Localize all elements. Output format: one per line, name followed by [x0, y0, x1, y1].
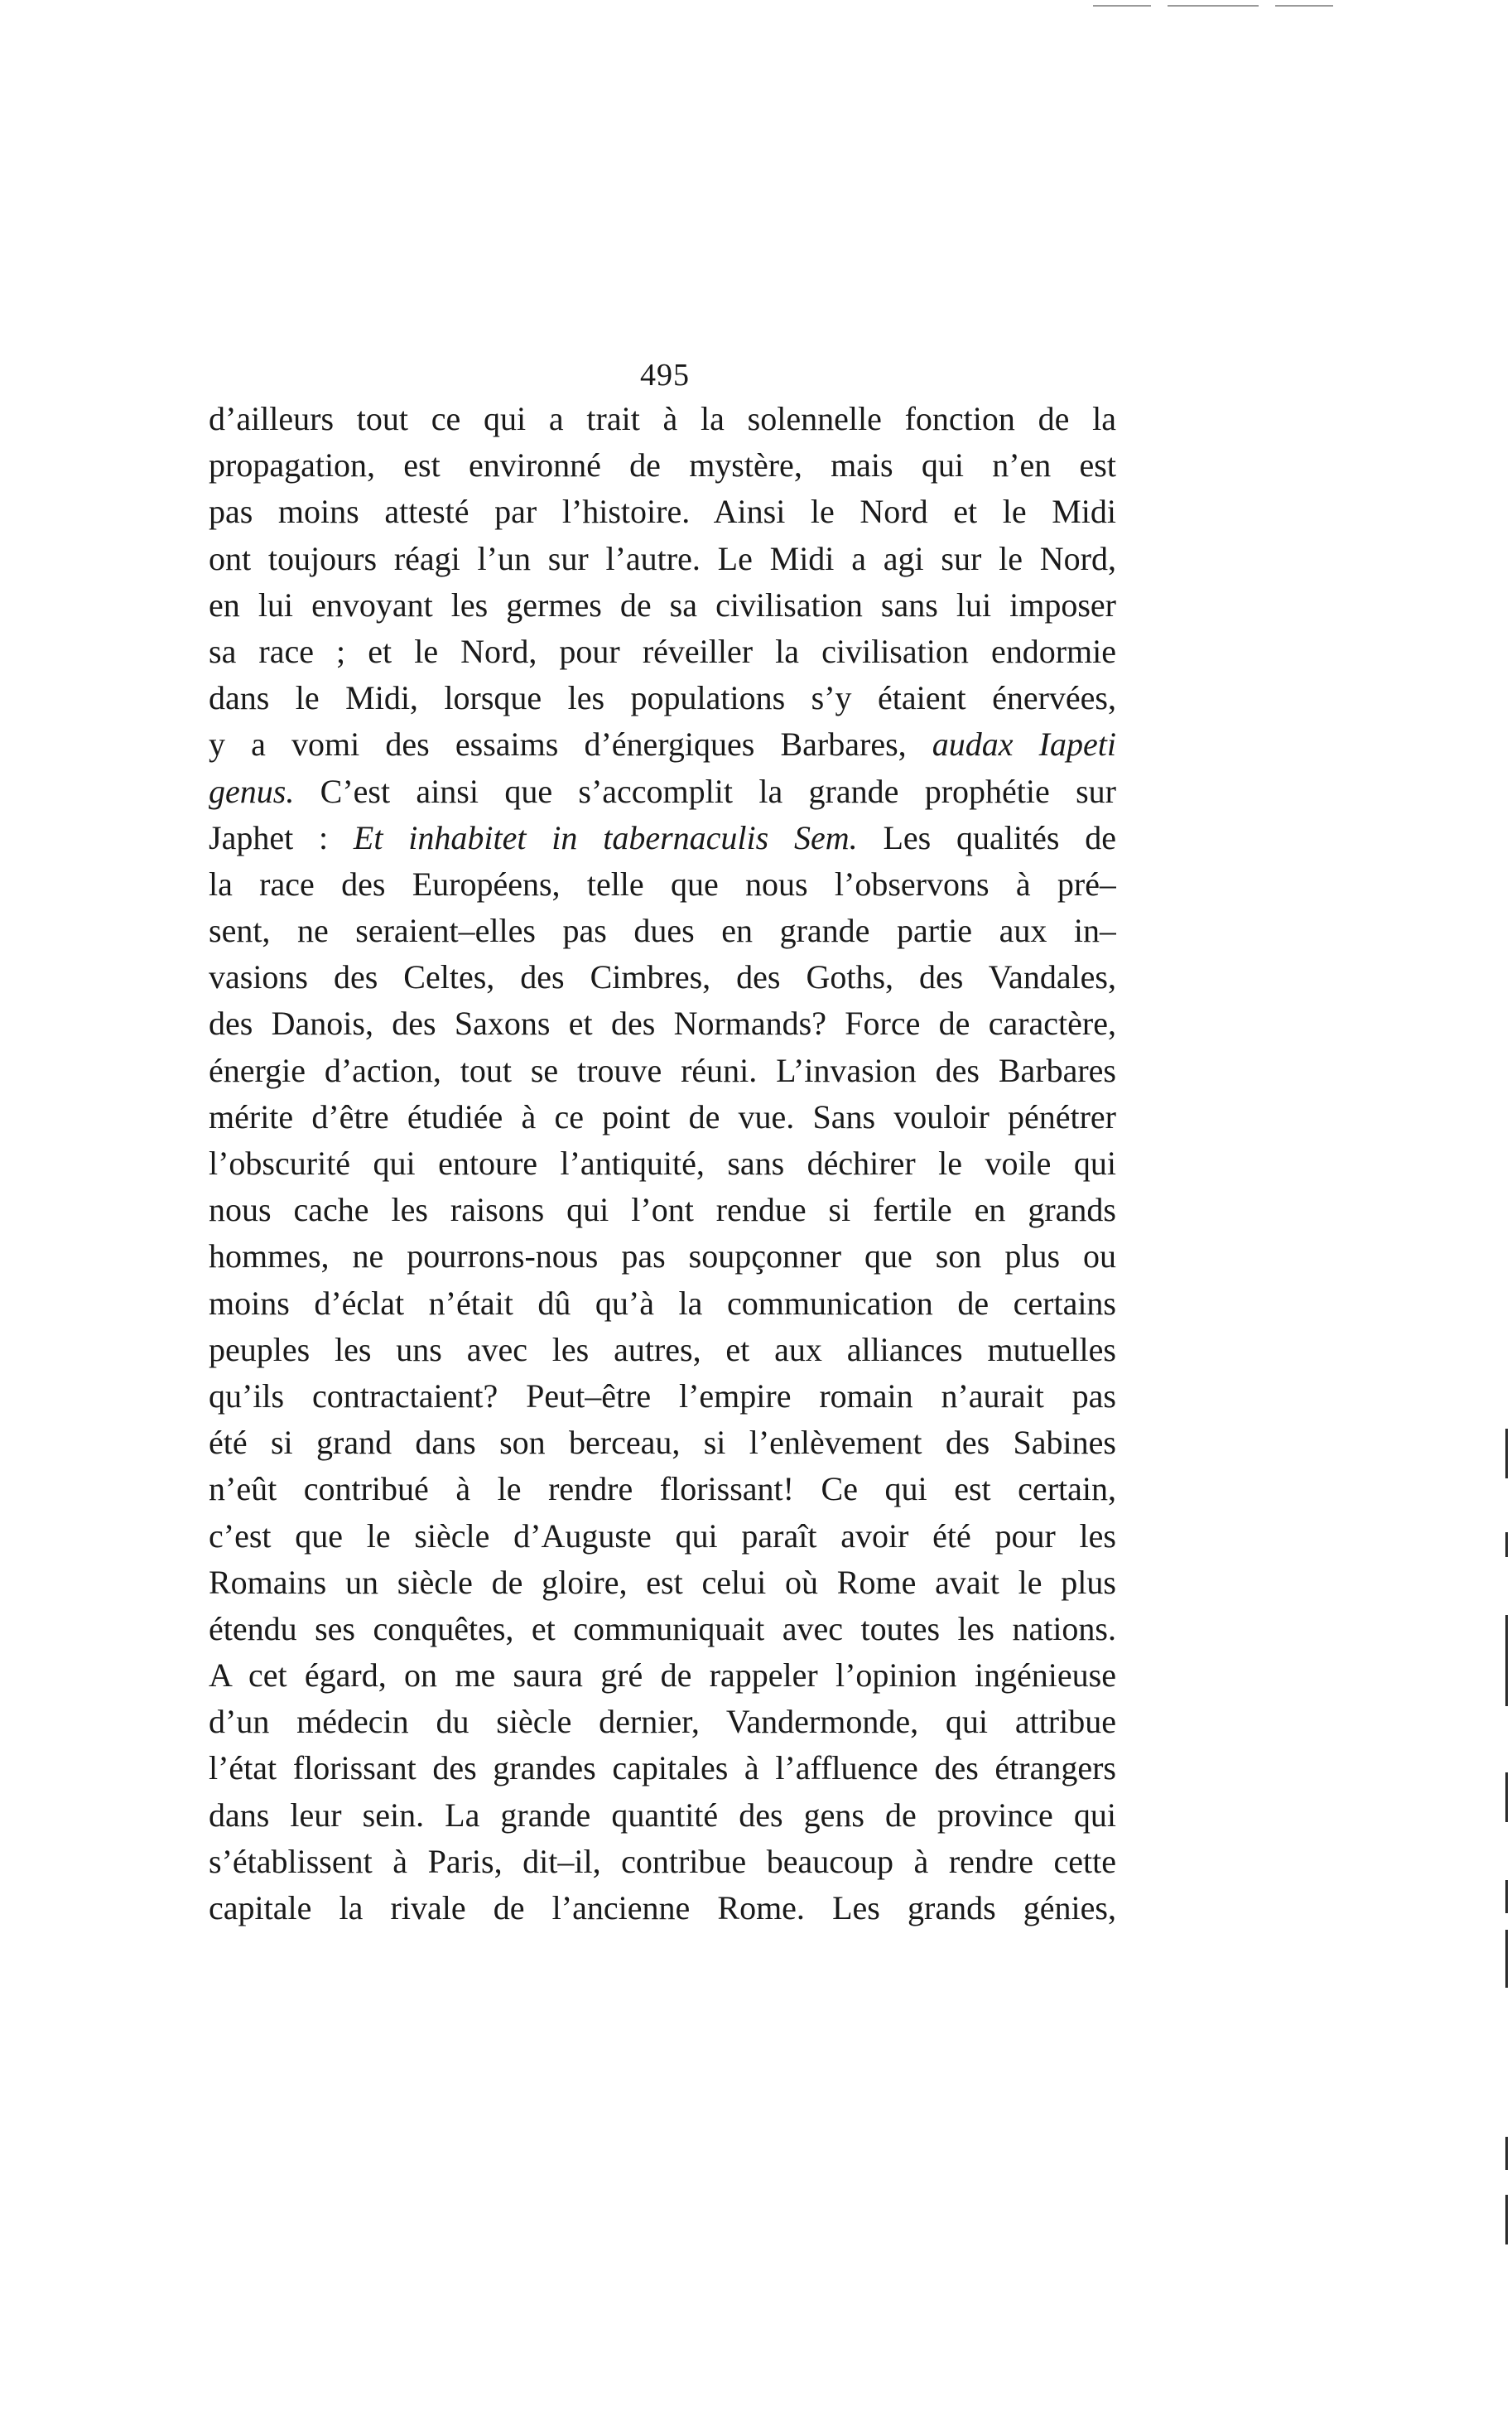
text-line: été si grand dans son berceau, si l’enlèvement des Sabines — [209, 1424, 1116, 1462]
text-segment: y a vomi des essaims d’énergiques Barbares, — [209, 726, 932, 764]
scan-edge-mark — [1505, 1772, 1508, 1822]
text-line — [209, 721, 1116, 768]
text-line: étendu ses conquêtes, et communiquait avec toutes les nations. — [209, 1609, 1116, 1647]
scan-edge-mark — [1505, 1429, 1508, 1478]
text-line: qu’ils contractaient? Peut–être l’empire romain n’aurait pas — [209, 1377, 1116, 1415]
italic-phrase: Et inhabitet in tabernaculis Sem. — [353, 818, 858, 856]
text-line: hommes, ne pourrons-nous pas soupçonner que son plus ou — [209, 1237, 1116, 1275]
text-line: mérite d’être étudiée à ce point de vue. Sans vouloir pénétrer — [209, 1097, 1116, 1135]
text-line: nous cache les raisons qui l’ont rendue si fertile en grands — [209, 1191, 1116, 1229]
text-line: d’un médecin du siècle dernier, Vandermonde, qui attribue — [209, 1703, 1116, 1741]
italic-phrase: audax Iapeti — [932, 726, 1116, 764]
text-line: s’établissent à Paris, dit–il, contribue beaucoup à rendre cette — [209, 1842, 1116, 1880]
body-text — [209, 396, 1116, 1931]
text-line: c’est que le siècle d’Auguste qui paraît avoir été pour les — [209, 1516, 1116, 1555]
text-line: vasions des Celtes, des Cimbres, des Goths, des Vandales, — [209, 958, 1116, 996]
text-line — [209, 815, 1116, 861]
italic-phrase: genus. — [209, 772, 295, 810]
text-line — [209, 769, 1116, 815]
text-line: d’ailleurs tout ce qui a trait à la solennelle fonction de la — [209, 400, 1116, 437]
text-line: en lui envoyant les germes de sa civilisation sans lui imposer — [209, 586, 1116, 624]
text-segment: Japhet : — [209, 818, 354, 856]
scan-edge-mark — [1275, 5, 1333, 7]
scan-edge-mark — [1168, 5, 1259, 7]
scan-edge-mark — [1505, 1532, 1508, 1557]
scan-edge-mark — [1093, 5, 1151, 7]
text-line: sent, ne seraient–elles pas dues en grande partie aux in– — [209, 912, 1116, 950]
text-segment: C’est ainsi que s’accomplit la grande prophétie sur — [294, 772, 1116, 810]
page-number: 495 — [640, 358, 690, 393]
text-line: propagation, est environné de mystère, mais qui n’en est — [209, 446, 1116, 485]
scan-edge-mark — [1505, 2137, 1508, 2170]
scan-edge-mark — [1505, 1615, 1508, 1706]
text-line: pas moins attesté par l’histoire. Ainsi le Nord et le Midi — [209, 493, 1116, 531]
text-line: dans le Midi, lorsque les populations s’y étaient énervées, — [209, 679, 1116, 717]
text-line: la race des Européens, telle que nous l’observons à pré– — [209, 865, 1116, 903]
text-line: n’eût contribué à le rendre florissant! Ce qui est certain, — [209, 1470, 1116, 1508]
text-line: ont toujours réagi l’un sur l’autre. Le Midi a agi sur le Nord, — [209, 539, 1116, 577]
text-line: sa race ; et le Nord, pour réveiller la civilisation endormie — [209, 632, 1116, 670]
text-segment: Les qualités de — [857, 818, 1116, 856]
text-line: l’obscurité qui entoure l’antiquité, sans déchirer le voile qui — [209, 1145, 1116, 1182]
scan-edge-mark — [1505, 1880, 1508, 1913]
text-line: A cet égard, on me saura gré de rappeler l’opinion ingénieuse — [209, 1656, 1116, 1695]
text-line: peuples les uns avec les autres, et aux alliances mutuelles — [209, 1330, 1116, 1368]
scan-edge-mark — [1505, 1930, 1508, 1988]
text-line: énergie d’action, tout se trouve réuni. L’invasion des Barbares — [209, 1051, 1116, 1089]
text-line: Romains un siècle de gloire, est celui où Rome avait le plus — [209, 1563, 1116, 1601]
scan-edge-mark — [1505, 2195, 1508, 2244]
text-line: dans leur sein. La grande quantité des gens de province qui — [209, 1796, 1116, 1834]
text-line: moins d’éclat n’était dû qu’à la communication de certains — [209, 1284, 1116, 1322]
text-line: capitale la rivale de l’ancienne Rome. Les grands génies, — [209, 1889, 1116, 1926]
text-line: des Danois, des Saxons et des Normands? Force de caractère, — [209, 1005, 1116, 1043]
text-line: l’état florissant des grandes capitales à l’affluence des étrangers — [209, 1749, 1116, 1787]
